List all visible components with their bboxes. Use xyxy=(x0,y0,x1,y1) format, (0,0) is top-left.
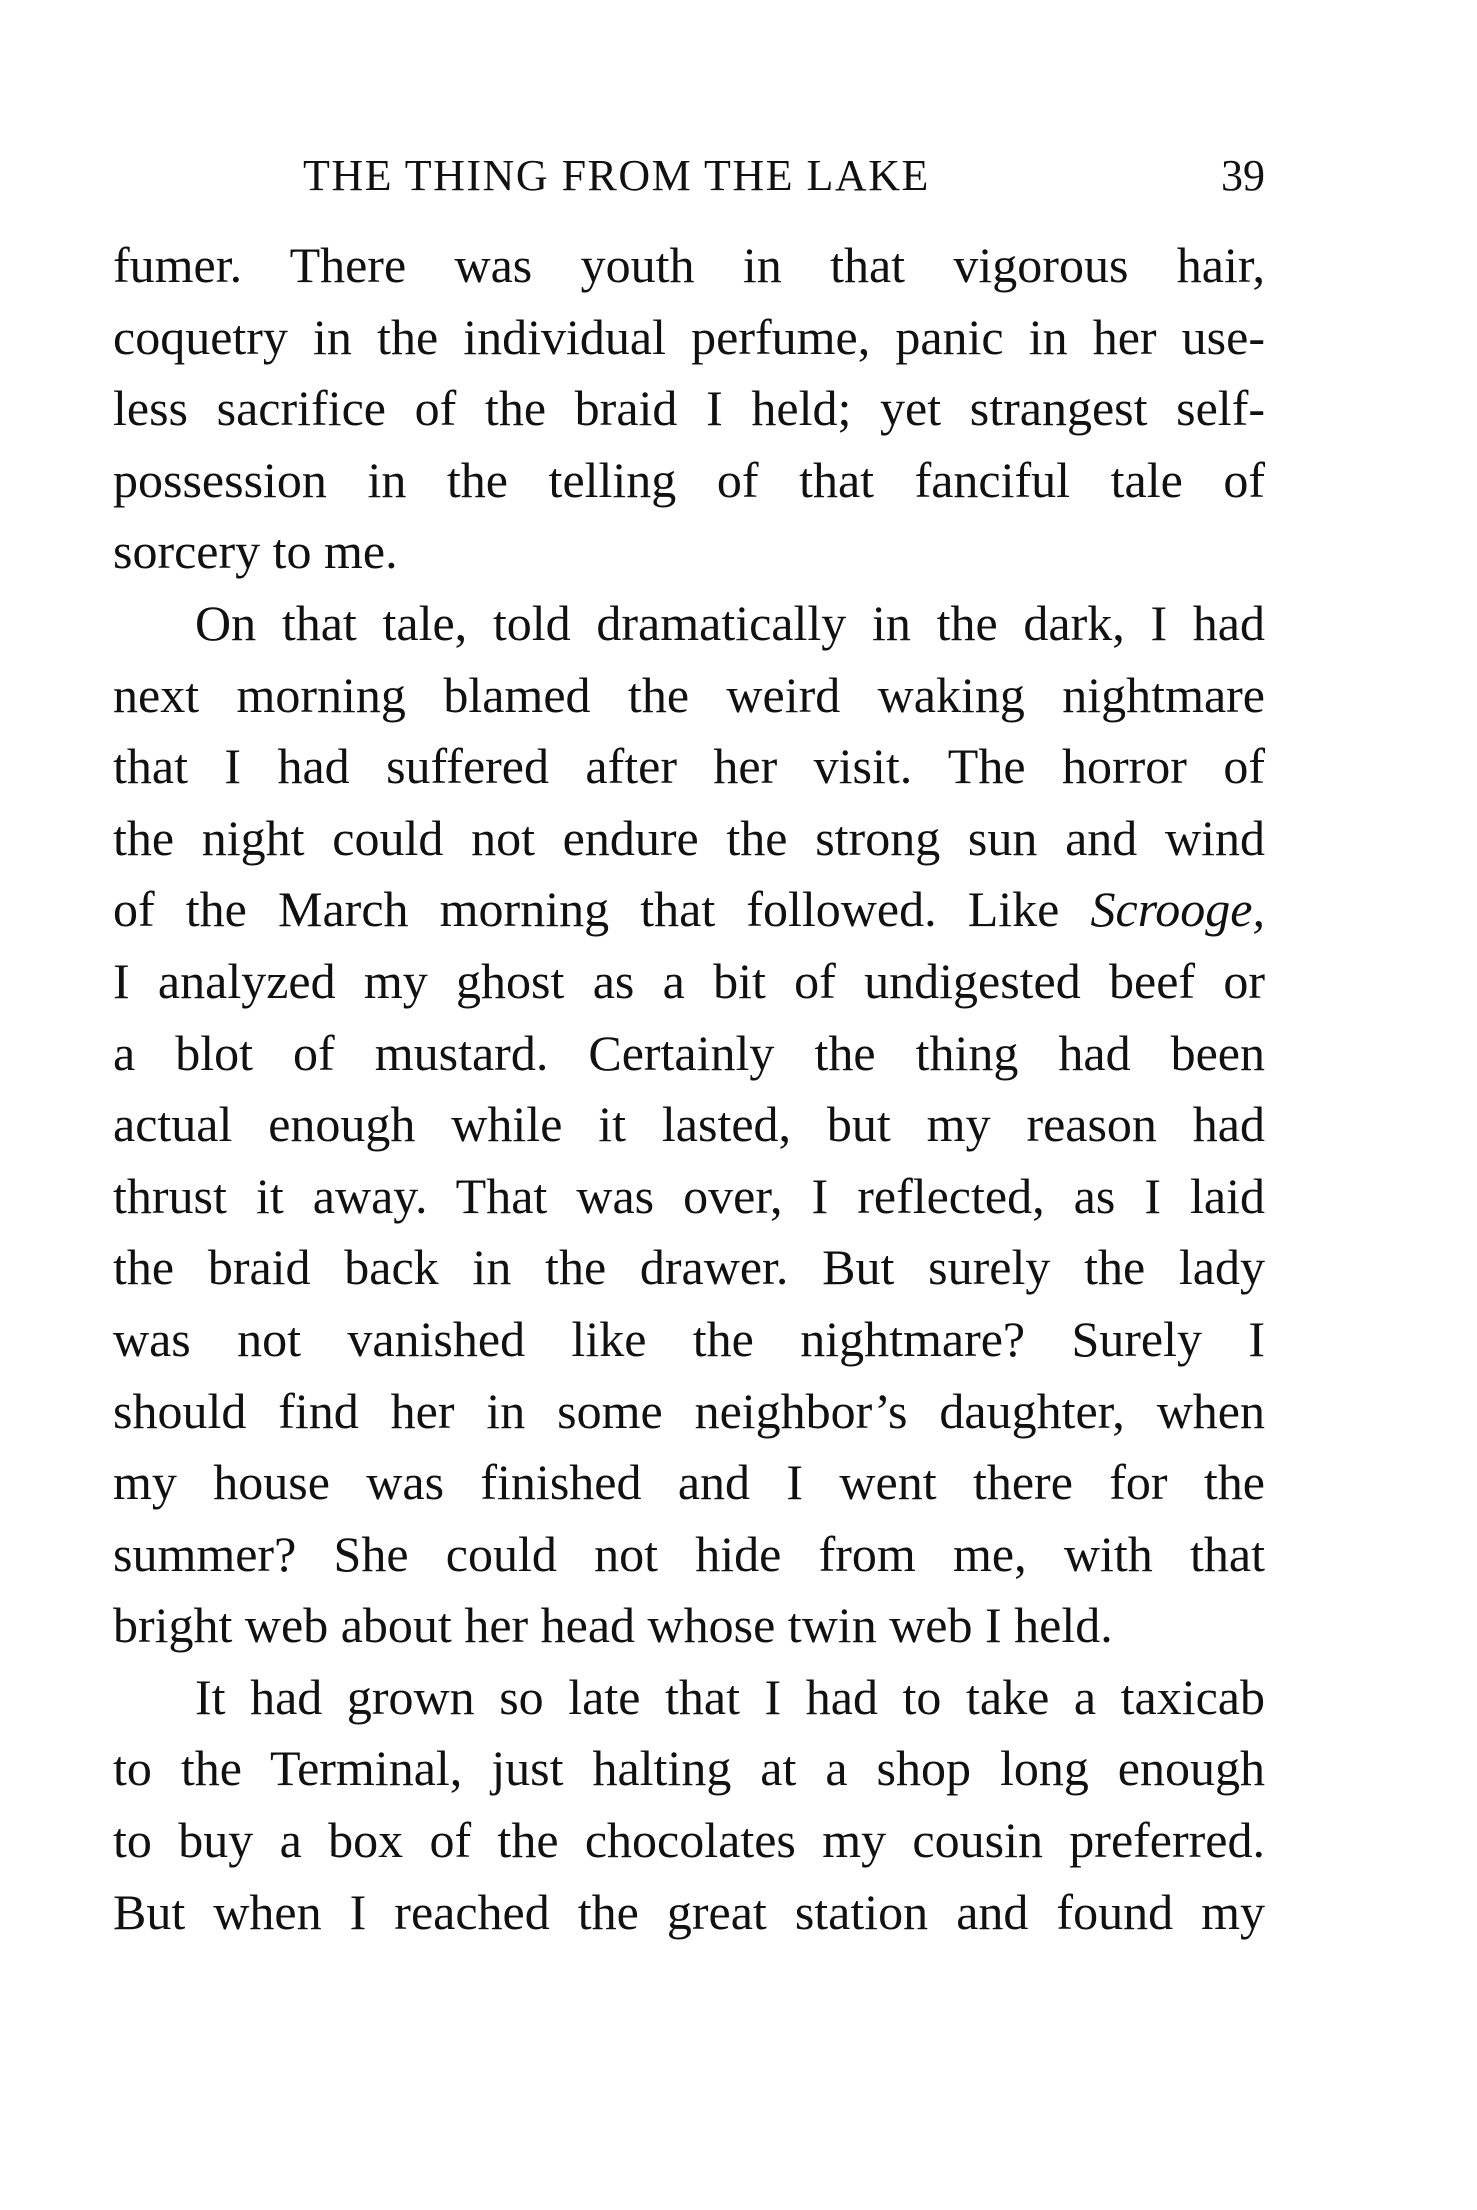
text-line: to buy a box of the chocolates my cousin preferred. xyxy=(113,1812,1265,1869)
text-line: possession in the telling of that fanciful tale of xyxy=(113,451,1265,508)
text-line: thrust it away. That was over, I reflected, as I laid xyxy=(113,1167,1265,1224)
text-line-with-italic xyxy=(113,874,1265,946)
text-segment: of the March morning that followed. Like xyxy=(113,881,1091,938)
text-line: less sacrifice of the braid I held; yet strangest self- xyxy=(113,380,1265,437)
text-line: But when I reached the great station and found my xyxy=(113,1883,1265,1940)
text-line: should find her in some neighbor’s daughter, when xyxy=(113,1382,1265,1439)
text-line: that I had suffered after her visit. The horror of xyxy=(113,738,1265,795)
text-line: next morning blamed the weird waking nightmare xyxy=(113,666,1265,723)
running-head: THE THING FROM THE LAKE xyxy=(303,151,930,200)
text-line: the night could not endure the strong sun and wind xyxy=(113,809,1265,866)
text-line: coquetry in the individual perfume, panic in her use- xyxy=(113,308,1265,365)
page-number: 39 xyxy=(1221,151,1265,200)
text-line: fumer. There was youth in that vigorous hair, xyxy=(113,237,1265,293)
text-line: On that tale, told dramatically in the dark, I had xyxy=(195,594,1265,651)
text-line: to the Terminal, just halting at a shop long enough xyxy=(113,1740,1265,1797)
text-line: I analyzed my ghost as a bit of undigested beef or xyxy=(113,952,1265,1009)
body-text xyxy=(113,230,1265,1948)
italic-name: Scrooge, xyxy=(1090,881,1265,938)
text-line: bright web about her head whose twin web I held. xyxy=(113,1597,1113,1654)
text-line: my house was finished and I went there for the xyxy=(113,1454,1265,1511)
text-line: It had grown so late that I had to take a taxicab xyxy=(195,1668,1265,1725)
text-line: actual enough while it lasted, but my reason had xyxy=(113,1096,1265,1153)
text-line: a blot of mustard. Certainly the thing had been xyxy=(113,1024,1265,1081)
page-header xyxy=(113,146,1265,206)
text-line: was not vanished like the nightmare? Surely I xyxy=(113,1310,1265,1367)
text-line: sorcery to me. xyxy=(113,523,398,580)
text-line: the braid back in the drawer. But surely the lady xyxy=(113,1239,1265,1296)
text-line: summer? She could not hide from me, with that xyxy=(113,1525,1265,1582)
